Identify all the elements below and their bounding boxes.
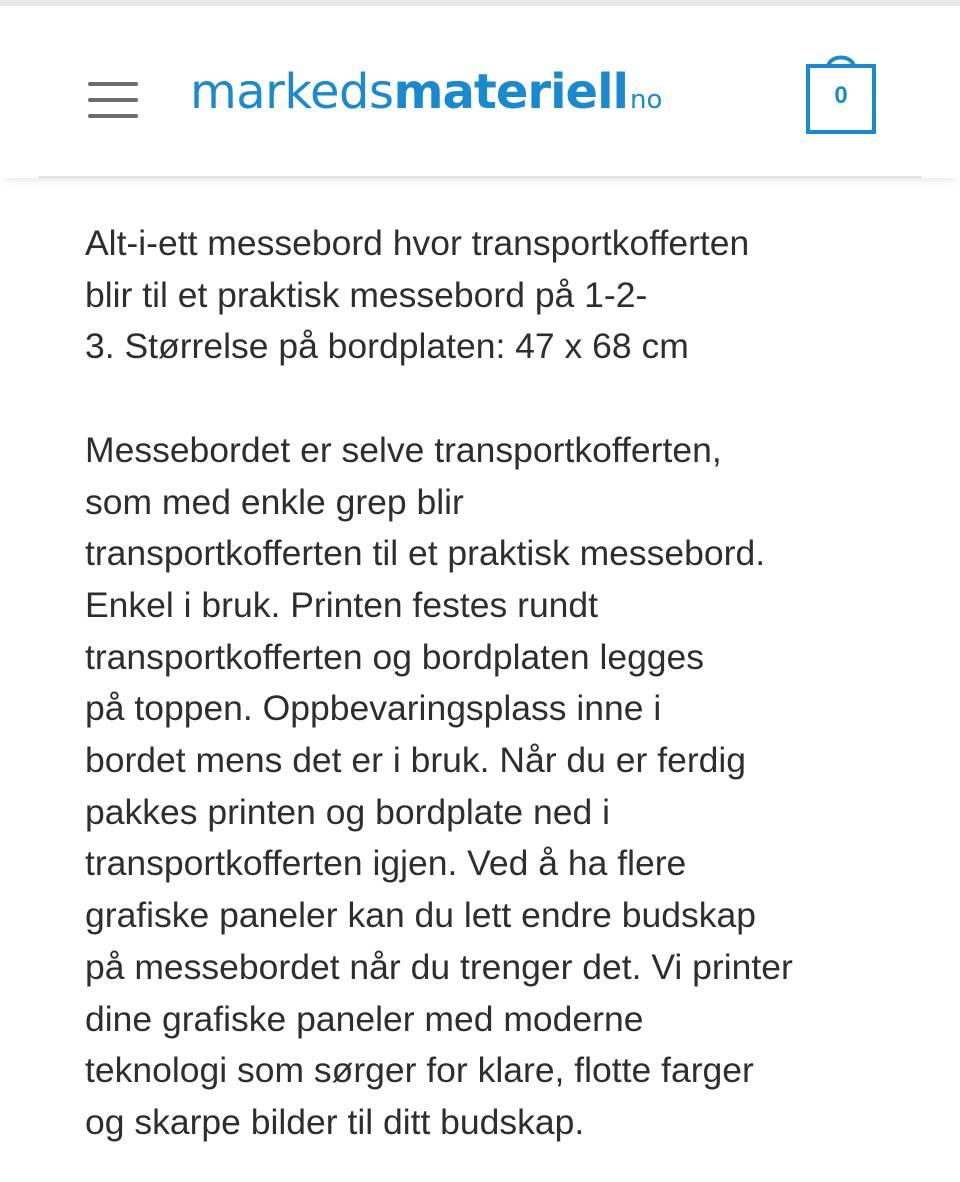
logo-text-light: markeds [190,64,394,120]
site-header [0,6,960,178]
text-line: pakkes printen og bordplate ned i [85,791,610,832]
text-line: grafiske paneler kan du lett endre budskap [85,895,756,936]
menu-button[interactable] [84,76,142,124]
text-line: Enkel i bruk. Printen festes rundt [85,584,599,625]
header-divider [38,176,922,178]
text-line: teknologi som sørger for klare, flotte farger [85,1050,754,1091]
text-line: transportkofferten igjen. Ved å ha flere [85,843,687,884]
text-line: dine grafiske paneler med moderne [85,998,644,1039]
text-line: transportkofferten til et praktisk messebord. [85,533,766,574]
product-description [85,218,905,1149]
text-line: Alt-i-ett messebord hvor transportkofferten [85,223,750,263]
description-paragraph [85,425,905,1149]
cart-count: 0 [834,82,848,109]
text-line: transportkofferten og bordplaten legges [85,636,705,677]
logo-text-bold: materiell [393,64,628,120]
logo-text-tld: no [630,85,663,115]
cart-button[interactable] [806,48,876,138]
text-line: på toppen. Oppbevaringsplass inne i [85,688,662,729]
text-line: og skarpe bilder til ditt budskap. [85,1101,585,1142]
text-line: blir til et praktisk messebord på 1-2- [85,274,648,315]
text-line: Messebordet er selve transportkofferten, [85,429,722,470]
text-line: bordet mens det er i bruk. Når du er ferdig [85,740,747,781]
description-paragraph [85,218,905,373]
text-line: som med enkle grep blir [85,481,464,522]
site-logo[interactable] [190,64,662,134]
text-line: 3. Størrelse på bordplaten: 47 x 68 cm [85,326,689,367]
text-line: på messebordet når du trenger det. Vi printer [85,946,793,987]
